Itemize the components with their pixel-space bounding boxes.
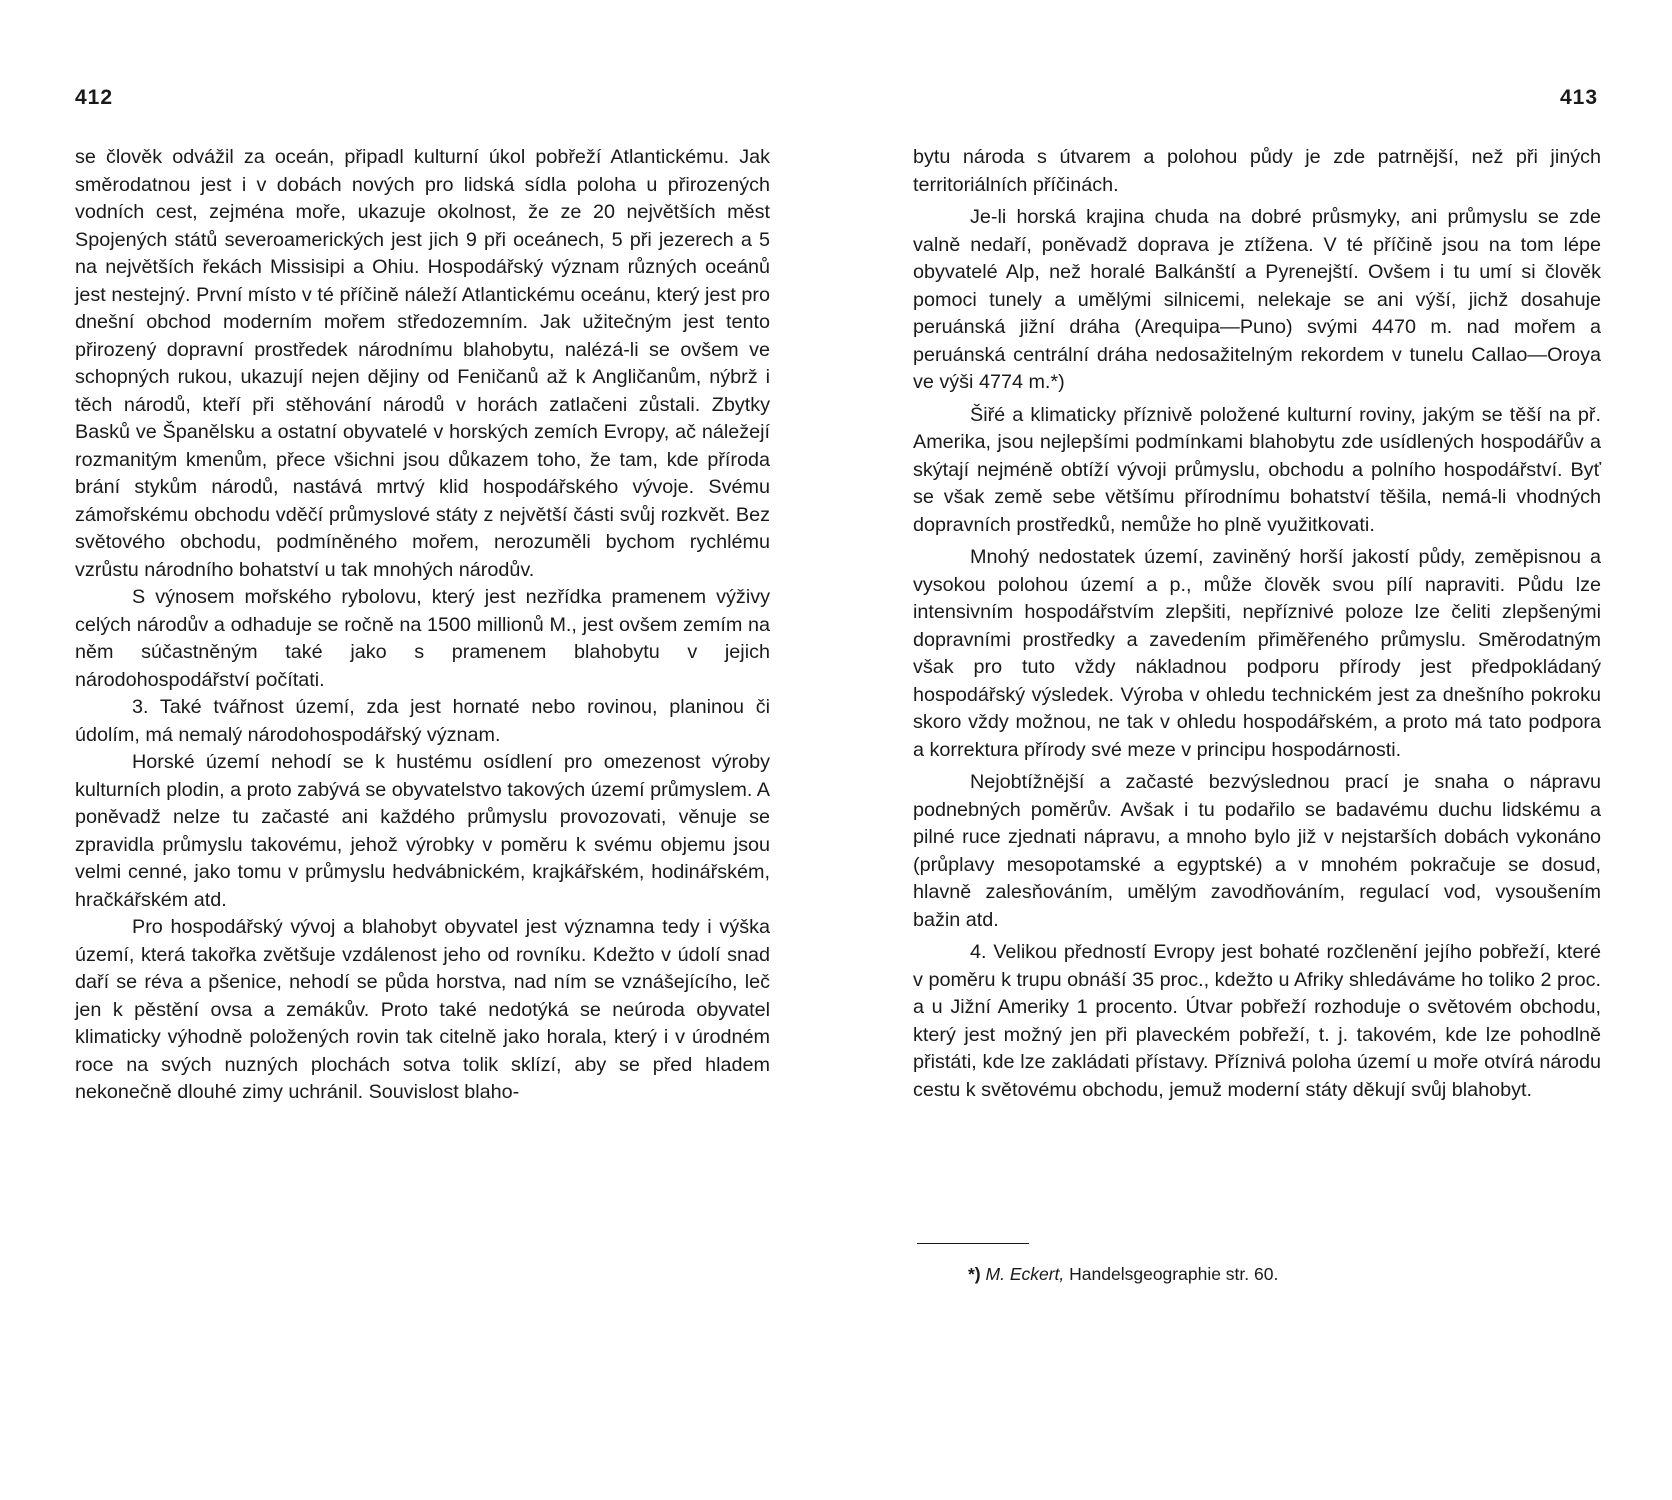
paragraph: Nejobtížnější a začasté bezvýslednou prací je snaha o nápravu podnebných poměrův. Avšak i tu podařilo se badavému duchu lidskému a pilné ruce zjednati nápravu, a mnoho bylo již v nejstarších dobách vykonáno (průplavy mesopotamské a egyptské) a v mnohém pokračuje se dosud, hlavně zalesňováním, umělým zavodňováním, regulací vod, vysoušením bažin atd. [913, 771, 1601, 931]
footnote [968, 1263, 1278, 1285]
left-page-text [75, 144, 770, 1107]
page-number-left: 412 [75, 86, 114, 109]
footnote-author: M. Eckert, [985, 1264, 1065, 1284]
right-page-text [913, 144, 1601, 1104]
paragraph: Pro hospodářský vývoj a blahobyt obyvatel jest významna tedy i výška území, která takořka zvětšuje vzdálenost jeho od rovníku. Kdežto v údolí snad daří se réva a pšenice, nehodí se půda horstva, nad ním se vznášejícího, leč jen k pěstění ovsa a zemákův. Proto také nedotýká se neúroda obyvatel klimaticky výhodně položených rovin tak citelně jako horala, který i v úrodném roce na svých nuzných plochách sotva tolik sklízí, aby se před hladem nekonečně dlouhé zimy uchránil. Souvislost blaho- [75, 916, 770, 1103]
paragraph: bytu národa s útvarem a polohou půdy je zde patrnější, než při jiných territoriálních příčinách. [913, 146, 1601, 196]
paragraph: 4. Velikou předností Evropy jest bohaté rozčlenění jejího pobřeží, které v poměru k trupu obnáší 35 proc., kdežto u Afriky shledáváme ho toliko 2 proc. a u Jižní Ameriky 1 procento. Útvar pobřeží rozhoduje o světovém obchodu, který jest možný jen při plaveckém pobřeží, t. j. takovém, kde lze pohodlně přistáti, kde lze zakládati přístavy. Příznivá poloha území u moře otvírá národu cestu k světovému obchodu, jemuž moderní státy děkují svůj blahobyt. [913, 941, 1601, 1101]
paragraph: Horské území nehodí se k hustému osídlení pro omezenost výroby kulturních plodin, a proto zabývá se obyvatelstvo takových území průmyslem. A poněvadž nelze tu začasté ani každého průmyslu provozovati, věnuje se zpravidla průmyslu takovému, jehož výrobky v poměru k svému objemu jsou velmi cenné, jako tomu v průmyslu hedvábnickém, krajkářském, hodinářském, hračkářském atd. [75, 751, 770, 911]
paragraph: Mnohý nedostatek území, zaviněný horší jakostí půdy, zeměpisnou a vysokou polohou území a p., může člověk svou pílí napraviti. Půdu lze intensivním hospodářstvím zlepšiti, nepříznivé poloze lze čeliti zlepšenými dopravními prostředky a zavedením přiměřeného průmyslu. Směrodatným však pro tuto vždy nákladnou podporu přírody jest předpokládaný hospodářský výsledek. Výroba v ohledu technickém jest za dnešního pokroku skoro vždy možnou, ne tak v ohledu hospodářském, a proto má tato podpora a korrektura přírody své meze v principu hospodárnosti. [913, 546, 1601, 761]
paragraph: 3. Také tvářnost území, zda jest hornaté nebo rovinou, planinou či údolím, má nemalý národohospodářský význam. [75, 696, 770, 746]
paragraph: Je-li horská krajina chuda na dobré průsmyky, ani průmyslu se zde valně nedaří, poněvadž doprava je ztížena. V té příčině jsou na tom lépe obyvatelé Alp, než horalé Balkánští a Pyrenejští. Ovšem i tu umí si člověk pomoci tunely a umělými silnicemi, nelekaje se ani výší, jichž dosahuje peruánská jižní dráha (Arequipa—Puno) svými 4470 m. nad mořem a peruánská centrální dráha nedosažitelným rekordem v tunelu Callao—Oroya ve výši 4774 m.*) [913, 206, 1601, 393]
paragraph: S výnosem mořského rybolovu, který jest nezřídka pramenem výživy celých národův a odhaduje se ročně na 1500 millionů M., jest ovšem zemím na něm súčastněným také jako s pramenem blahobytu v jejich národohospodářství počítati. [75, 586, 770, 691]
paragraph: se člověk odvážil za oceán, připadl kulturní úkol pobřeží Atlantickému. Jak směrodatnou jest i v dobách nových pro lidská sídla poloha u přirozených vodních cest, zejména moře, ukazuje okolnost, že ze 20 největších měst Spojených států severoamerických jest jich 9 při oceánech, 5 při jezerech a 5 na největších řekách Missisipi a Ohiu. Hospodářský význam různých oceánů jest nestejný. První místo v té příčině náleží Atlantickému oceánu, který jest pro dnešní obchod moderním mořem středozemním. Jak užitečným jest tento přirozený dopravní prostředek národnímu blahobytu, nalézá-li se ovšem ve schopných rukou, ukazují nejen dějiny od Feničanů až k Angličanům, nýbrž i těch národů, kteří při stěhování národů v horách zatlačeni zůstali. Zbytky Basků ve Španělsku a ostatní obyvatelé v horských zemích Evropy, ač náležejí rozmanitým kmenům, přece všichni jsou důkazem toho, že tam, kde příroda brání stykům národů, nastává mrtvý klid hospodářského vývoje. Svému zámořskému obchodu vděčí průmyslové státy z největší části svůj rozkvět. Bez světového obchodu, podmíněného mořem, nerozuměli bychom rychlému vzrůstu národního bohatství u tak mnohých národův. [75, 146, 770, 581]
footnote-mark: *) [968, 1264, 981, 1284]
page-number-right: 413 [1560, 86, 1599, 109]
footnote-divider [917, 1243, 1029, 1244]
footnote-text: Handelsgeographie str. 60. [1069, 1264, 1279, 1284]
paragraph: Šiřé a klimaticky příznivě položené kulturní roviny, jakým se těší na př. Amerika, jsou nejlepšími podmínkami blahobytu zde usídlených hospodářův a skýtají nejméně obtíží vývoji průmyslu, obchodu a polního hospodářství. Byť se však země sebe většímu přírodnímu bohatství těšila, nemá-li vhodných dopravních prostředků, nemůže ho plně využitkovati. [913, 403, 1601, 536]
